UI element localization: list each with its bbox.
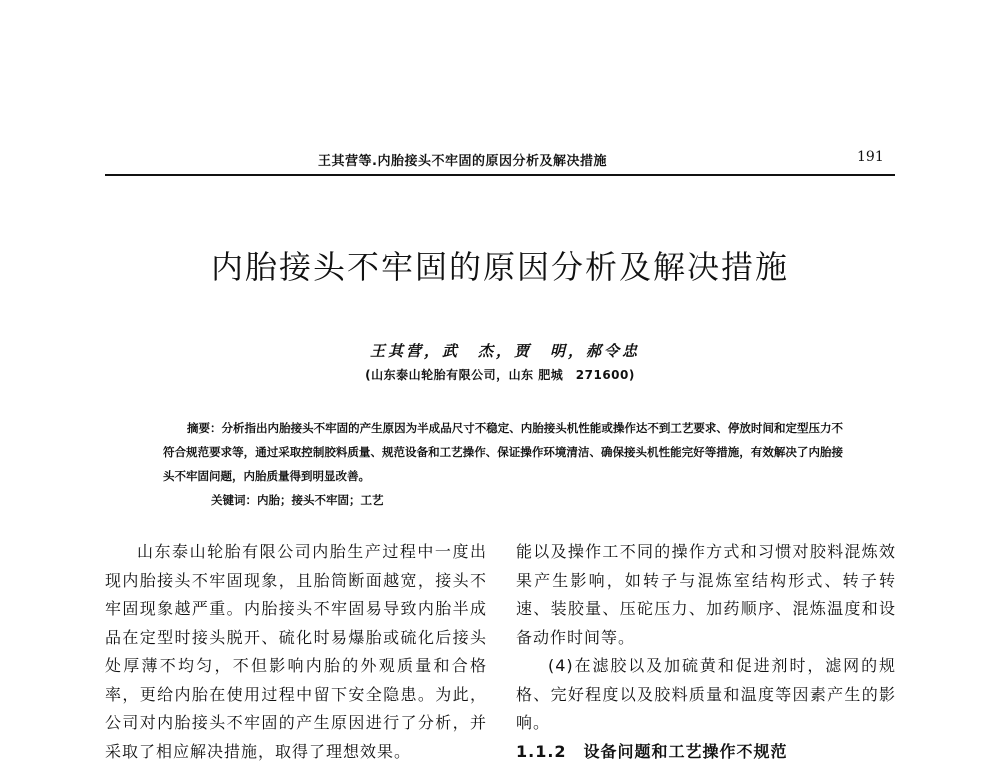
body-paragraph: 能以及操作工不同的操作方式和习惯对胶料混炼效果产生影响，如转子与混炼室结构形式、转子转速、装胶量、压砣压力、加药顺序、混炼温度和设备动作时间等。	[516, 538, 896, 652]
running-title: 王其营等.内胎接头不牢固的原因分析及解决措施	[318, 150, 607, 169]
author-list: 王其营，武 杰，贾 明，郝令忠	[0, 340, 1000, 361]
abstract-block	[163, 416, 843, 512]
keywords: 关键词：内胎；接头不牢固；工艺	[163, 488, 843, 512]
page-number: 191	[857, 149, 884, 165]
abstract-text: 摘要：分析指出内胎接头不牢固的产生原因为半成品尺寸不稳定、内胎接头机性能或操作达不到工艺要求、停放时间和定型压力不符合规范要求等，通过采取控制胶料质量、规范设备和工艺操作、保证操作环境清洁、确保接头机性能完好等措施，有效解决了内胎接头不牢固问题，内胎质量得到明显改善。	[163, 416, 843, 488]
body-paragraph: 山东泰山轮胎有限公司内胎生产过程中一度出现内胎接头不牢固现象，且胎筒断面越宽，接头不牢固现象越严重。内胎接头不牢固易导致内胎半成品在定型时接头脱开、硫化时易爆胎或硫化后接头处厚薄不均匀，不但影响内胎的外观质量和合格率，更给内胎在使用过程中留下安全隐患。为此，公司对内胎接头不牢固的产生原因进行了分析，并采取了相应解决措施，取得了理想效果。	[105, 538, 487, 766]
body-column-left	[105, 538, 487, 766]
body-paragraph: (4)在滤胶以及加硫黄和促进剂时，滤网的规格、完好程度以及胶料质量和温度等因素产生的影响。	[516, 652, 896, 738]
section-heading: 1.1.2 设备问题和工艺操作不规范	[516, 738, 896, 766]
header-rule	[105, 174, 895, 176]
body-column-right	[516, 538, 896, 766]
article-title: 内胎接头不牢固的原因分析及解决措施	[0, 242, 1000, 288]
affiliation: (山东泰山轮胎有限公司，山东 肥城 271600)	[0, 366, 1000, 383]
